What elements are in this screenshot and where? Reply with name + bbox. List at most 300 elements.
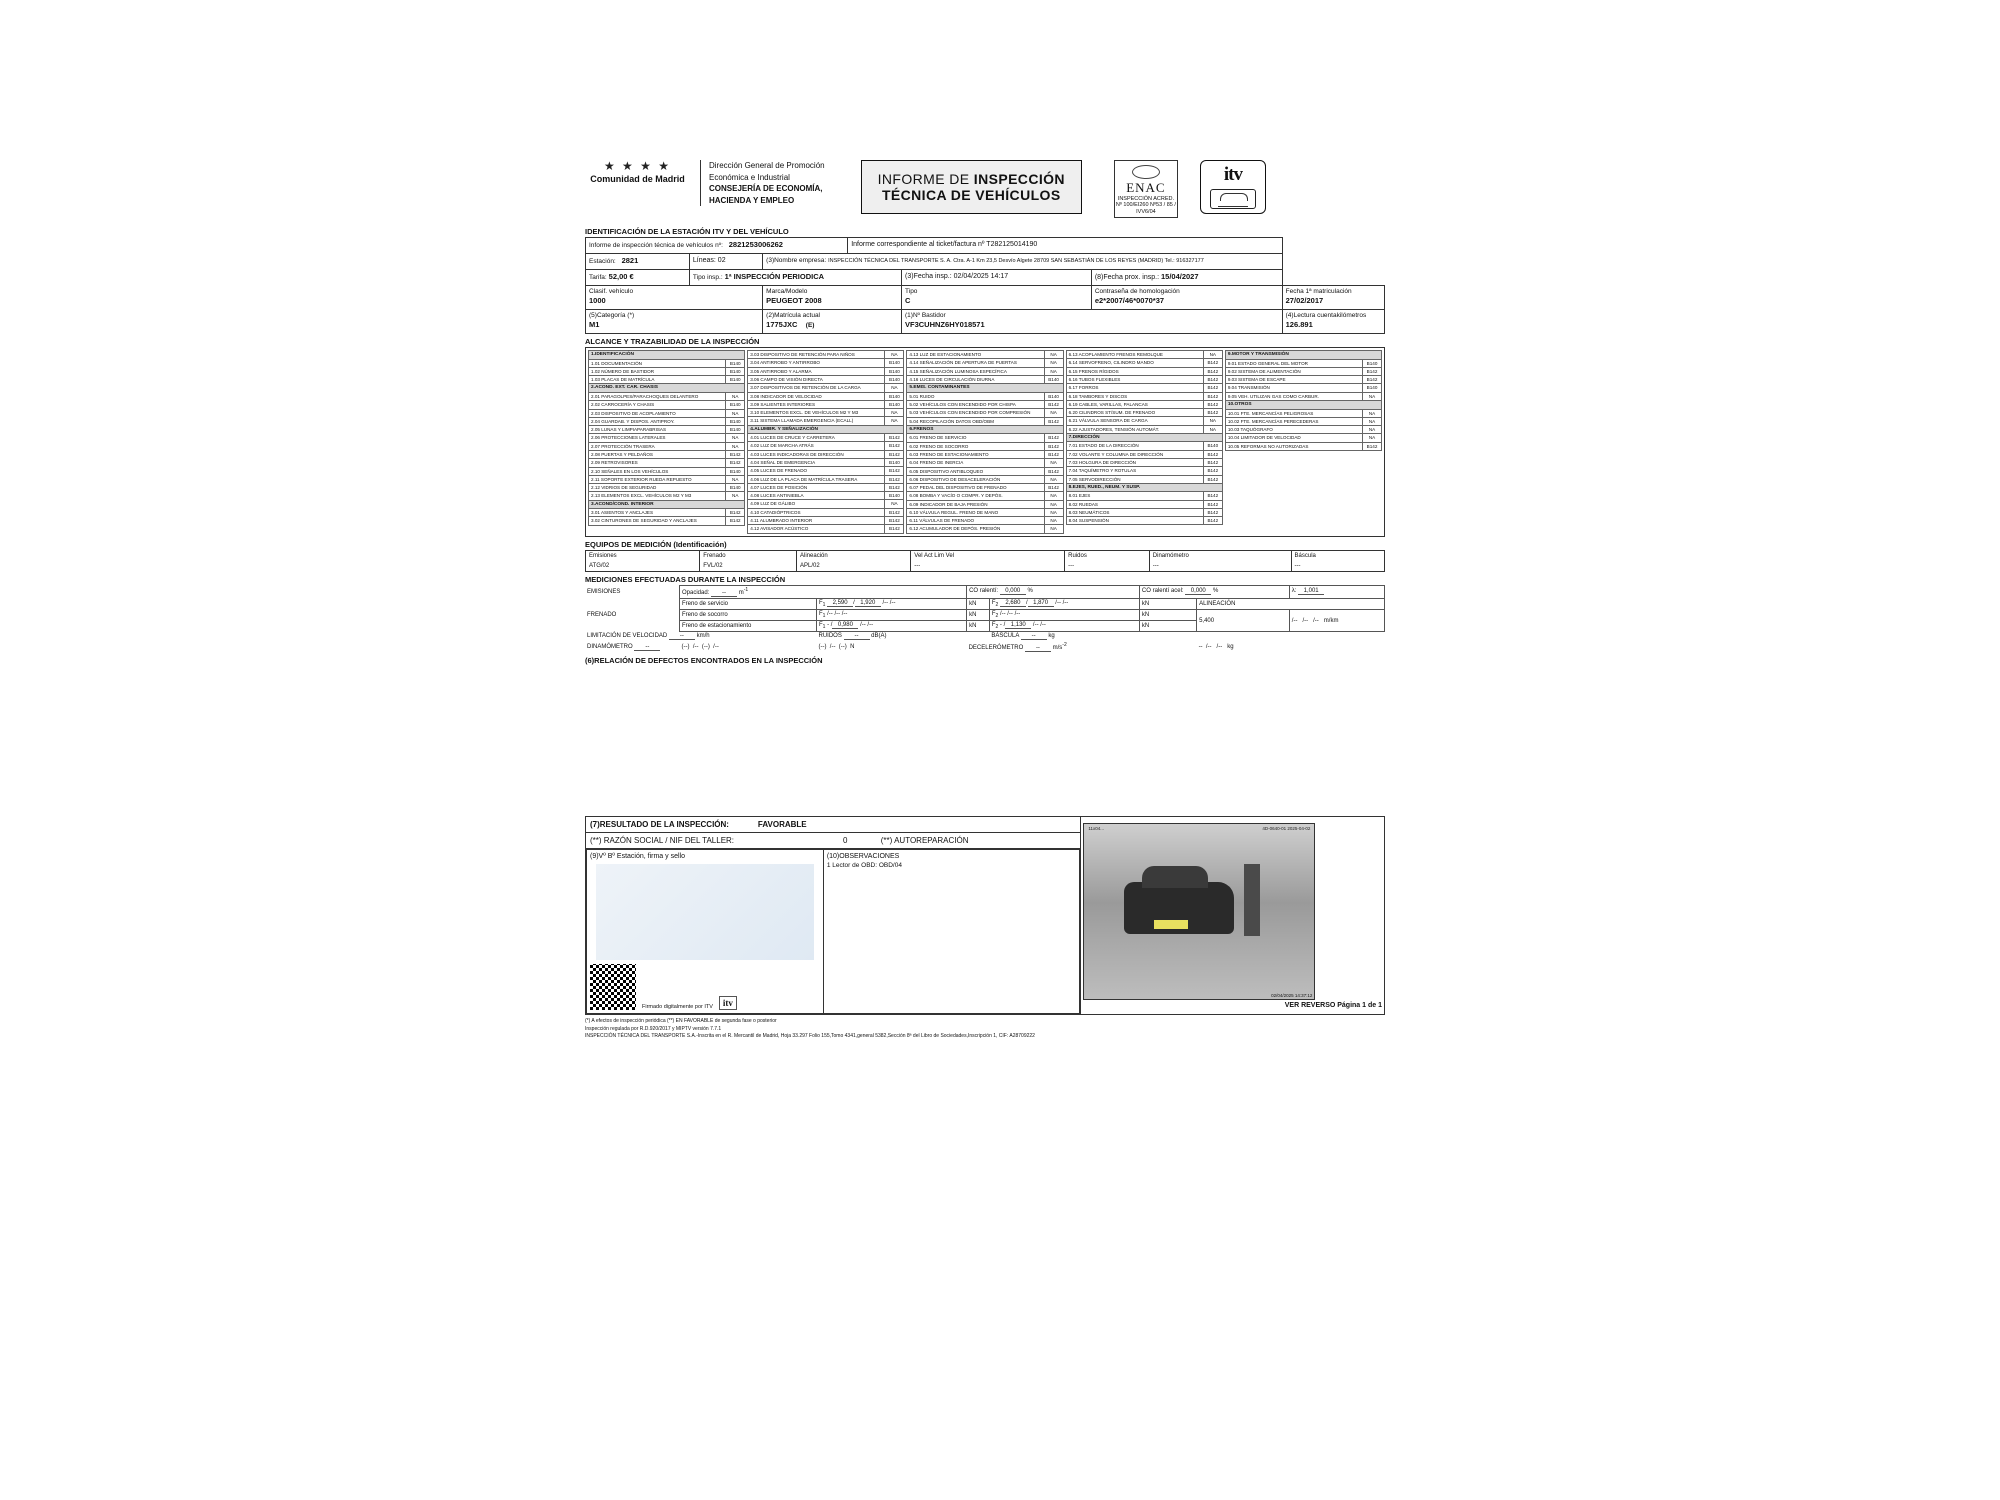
alcance-row (589, 450, 745, 458)
footer-line-3: INSPECCIÓN TÉCNICA DEL TRANSPORTE S.A.-Inscrita en el R. Mercantil de Madrid, Hoja 33.297 Folio 155,Tomo 4341,general 5382,Sección 8ª del Libro de Sociedades,Inscripción 1, CIF: A28709222 (585, 1033, 1035, 1040)
alcance-item-result: B142 (726, 450, 745, 458)
photo-timestamp-bottom: 02/04/2025 14:37:12 (1271, 992, 1313, 998)
alcance-row (907, 442, 1063, 450)
alcance-item-label: 6.02 FRENO DE SOCORRO (907, 442, 1044, 450)
alcance-item-label: 2.10 SEÑALES EN LOS VEHÍCULOS (589, 467, 726, 475)
footer-line-2: Inspección regulada por R.D.920/2017 y MIPTV versión 7.7.1 (585, 1025, 722, 1032)
alcance-row (907, 401, 1063, 409)
alcance-item-label: 4.03 LUCES INDICADORAS DE DIRECCIÓN (748, 450, 885, 458)
bascula-cell: BÁSCULA -- kg (991, 633, 1055, 640)
alcance-group-header: 5.EMIS. CONTAMINANTES (907, 384, 1063, 393)
alcance-item-result: B140 (726, 401, 745, 409)
alcance-item-result: NA (1363, 426, 1382, 434)
alcance-item-label: 10.05 REFORMAS NO AUTORIZADAS (1225, 442, 1362, 450)
alcance-item-result: NA (885, 384, 904, 392)
alcance-item-label: 7.02 VOLANTE Y COLUMNA DE DIRECCIÓN (1066, 450, 1203, 458)
alcance-item-label: 6.06 DISPOSITIVO DE DESACELERACIÓN (907, 475, 1044, 483)
alcance-row (1225, 434, 1381, 442)
alcance-item-result: B140 (885, 400, 904, 408)
observations-cell (823, 850, 1080, 1014)
alcance-item-result: NA (1363, 434, 1382, 442)
identification-table (585, 237, 1385, 334)
alcance-item-result: NA (1044, 492, 1063, 500)
razon-social-cell: (**) RAZÓN SOCIAL / NIF DEL TALLER: 0 (**) AUTOREPARACIÓN (586, 833, 1081, 849)
equipo-label: Emisiones (586, 550, 700, 561)
lineas-cell: Líneas: 02 (689, 254, 762, 270)
alcance-item-result: B142 (1203, 400, 1222, 408)
alcance-row (907, 417, 1063, 425)
equipo-value: --- (1149, 561, 1291, 572)
alcance-item-result: B140 (1044, 375, 1063, 383)
alcance-item-label: 6.16 TUBOS FLEXIBLES (1066, 375, 1203, 383)
alcance-group-header: 9.MOTOR Y TRANSMISIÓN (1225, 351, 1381, 360)
alcance-item-label: 7.05 SERVODIRECCIÓN (1066, 475, 1203, 483)
alcance-row (907, 359, 1063, 367)
alcance-item-label: 6.09 INDICADOR DE BAJA PRESIÓN (907, 500, 1044, 508)
alcance-row (907, 517, 1063, 525)
alcance-item-result: NA (726, 442, 745, 450)
alcance-item-label: 2.07 PROTECCIÓN TRASERA (589, 442, 726, 450)
alcance-row (1225, 367, 1381, 375)
alcance-item-label: 2.09 RETROVISORES (589, 459, 726, 467)
alcance-item-label: 4.09 LUZ DE GÁLIBO (748, 500, 885, 508)
title-line-1: INFORME DE INSPECCIÓN (877, 171, 1065, 187)
alcance-row (1225, 384, 1381, 392)
alcance-row (748, 351, 904, 359)
alcance-item-label: 10.02 FTE. MERCANCÍAS PERECEDERAS (1225, 417, 1362, 425)
alcance-row (1225, 426, 1381, 434)
alcance-item-result: B140 (885, 458, 904, 466)
clasif-cell: Clasif. vehículo 1000 (586, 285, 763, 309)
alcance-item-result: B142 (1203, 458, 1222, 466)
limitacion-label: LIMITACIÓN DE VELOCIDAD -- km/h (587, 633, 710, 640)
alcance-row (907, 525, 1063, 533)
unit-kn-6: kN (1139, 621, 1196, 632)
alcance-row (907, 375, 1063, 383)
alcance-row (1066, 450, 1222, 458)
alcance-item-label: 4.15 SEÑALIZACIÓN LUMINOSA ESPECÍFICA (907, 367, 1044, 375)
alcance-row (1066, 517, 1222, 525)
alcance-row (1066, 458, 1222, 466)
alcance-item-label: 5.04 RECOPILACIÓN DATOS OBD/OBM (907, 417, 1044, 425)
alcance-row (748, 516, 904, 524)
alcance-item-result: B140 (726, 376, 745, 384)
alcance-item-result: B142 (1044, 467, 1063, 475)
estacion-cell: Estación: 2821 (586, 254, 690, 270)
org-line-2: Económica e Industrial (709, 172, 790, 182)
alcance-row (907, 450, 1063, 458)
alcance-item-result: B142 (1203, 492, 1222, 500)
alcance-row (589, 426, 745, 434)
alcance-item-result: B142 (1203, 475, 1222, 483)
alcance-group-header: 2.ACOND. EXT. CAR. CHASIS (589, 384, 745, 393)
alcance-item-label: 6.11 VÁLVULAS DE FRENADO (907, 517, 1044, 525)
photo-timestamp-left: 11x04... (1088, 825, 1105, 831)
alcance-row (589, 484, 745, 492)
alcance-item-label: 3.10 ELEMENTOS EXCL. DE VEHÍCULOS M2 Y M3 (748, 409, 885, 417)
alcance-row (748, 392, 904, 400)
alcance-row (748, 475, 904, 483)
signature-observations-cell (586, 849, 1081, 1015)
org-line-1: Dirección General de Promoción (709, 161, 825, 170)
alcance-row (1066, 367, 1222, 375)
alcance-row (1066, 425, 1222, 433)
alcance-item-label: 2.13 ELEMENTOS EXCL. VEHÍCULOS M2 Y M3 (589, 492, 726, 500)
alcance-item-result: B140 (885, 367, 904, 375)
alcance-row (1066, 375, 1222, 383)
alcance-item-label: 3.11 SISTEMA LLAMADA EMERGENCIA (ECALL) (748, 417, 885, 425)
title-line-2: TÉCNICA DE VEHÍCULOS (881, 187, 1061, 203)
equipo-label: Vel Act Lim Vel (911, 550, 1065, 561)
enac-logo (1114, 160, 1178, 218)
alcance-item-label: 2.12 VIDRIOS DE SEGURIDAD (589, 484, 726, 492)
alcance-item-label: 6.08 BOMBA Y VACÍO O COMPR. Y DEPÓS. (907, 492, 1044, 500)
alcance-row (907, 392, 1063, 400)
alcance-item-label: 4.10 CATADIÓPTRICOS (748, 508, 885, 516)
alcance-item-result: B142 (726, 517, 745, 525)
alcance-row (748, 458, 904, 466)
alcance-row (589, 434, 745, 442)
observations-value: 1 Lector de OBD: OBD/04 (826, 862, 902, 870)
alcance-item-label: 2.06 PROTECCIONES LATERALES (589, 434, 726, 442)
alcance-item-label: 4.11 ALUMBRADO INTERIOR (748, 516, 885, 524)
alcance-row (1066, 409, 1222, 417)
itv-word: itv (1223, 164, 1242, 185)
alcance-item-label: 6.20 CILINDROS ST/SUM. DE FRENADO (1066, 409, 1203, 417)
photo-timestamp-right: 4D-0640-01 2025-04-02 (1262, 825, 1311, 831)
autoreparacion-checkbox[interactable]: 0 (842, 836, 848, 846)
alcance-item-result: B142 (885, 508, 904, 516)
alcance-item-result: B142 (1203, 392, 1222, 400)
equipo-label: Alineación (797, 550, 911, 561)
alcance-row (907, 434, 1063, 442)
alcance-item-label: 2.11 SOPORTE EXTERIOR RUEDA REPUESTO (589, 475, 726, 483)
alcance-item-result: NA (885, 409, 904, 417)
signature-image (596, 864, 814, 960)
alcance-item-result: B140 (885, 492, 904, 500)
alcance-item-result: B142 (885, 434, 904, 442)
alcance-item-label: 6.03 FRENO DE ESTACIONAMIENTO (907, 450, 1044, 458)
organism-block (700, 160, 825, 206)
observations-label: (10)OBSERVACIONES (826, 853, 900, 861)
alcance-item-result: NA (726, 434, 745, 442)
alcance-item-label: 6.17 FORROS (1066, 384, 1203, 392)
contrasena-cell: Contraseña de homologación e2*2007/46*0070*37 (1091, 285, 1282, 309)
alcance-row (589, 417, 745, 425)
alcance-item-label: 2.04 GUARDAB. Y DISPOS. ANTIPROY. (589, 417, 726, 425)
alcance-row (1225, 442, 1381, 450)
signature-cell (587, 850, 824, 1014)
alcance-row (589, 475, 745, 483)
alcance-row (589, 359, 745, 367)
alcance-row (589, 517, 745, 525)
freno-servicio-rear: $F_2$ 2,680 / 1,870 /-- /-- (989, 598, 1139, 609)
alcance-item-result: B140 (1203, 442, 1222, 450)
alcance-row (1066, 392, 1222, 400)
alcance-item-label: 4.04 SEÑAL DE EMERGENCIA (748, 458, 885, 466)
freno-estacionamiento-front: $F_1$ - / 0,980 /-- /-- (816, 621, 966, 632)
alcance-item-label: 4.13 LUZ DE ESTACIONAMIENTO (907, 351, 1044, 359)
alcance-item-result: B142 (1203, 375, 1222, 383)
alcance-item-label: 6.14 SERVOFRENO, CILINDRO MANDO (1066, 359, 1203, 367)
alcance-item-label: 10.03 TAQUÓGRAFO (1225, 426, 1362, 434)
unit-kn-3: kN (967, 609, 990, 620)
alcance-item-result: NA (1044, 525, 1063, 533)
freno-socorro-front: $F_1$ /-- /-- /-- (816, 609, 966, 620)
alcance-row (907, 500, 1063, 508)
alcance-item-result: B142 (1203, 367, 1222, 375)
alcance-item-result: B142 (1363, 376, 1382, 384)
alcance-row (907, 475, 1063, 483)
equipo-value: ATG/02 (586, 561, 700, 572)
alcance-item-label: 3.03 DISPOSITIVO DE RETENCIÓN PARA NIÑOS (748, 351, 885, 359)
tipo-cell: Tipo C (902, 285, 1092, 309)
frenado-label: FRENADO (587, 612, 617, 619)
equipo-label: Ruidos (1065, 550, 1150, 561)
alcance-item-result: B142 (1044, 434, 1063, 442)
alcance-column (1066, 350, 1223, 534)
alcance-group-header: 7.DIRECCIÓN (1066, 433, 1222, 442)
alcance-row (1225, 417, 1381, 425)
alcance-row (589, 509, 745, 517)
alcance-row (589, 409, 745, 417)
alcance-group-header: 10.OTROS (1225, 401, 1381, 410)
alcance-item-result: B140 (726, 484, 745, 492)
alcance-row (589, 492, 745, 500)
alcance-row (1225, 359, 1381, 367)
alcance-item-result: NA (726, 409, 745, 417)
equipo-value: --- (1291, 561, 1384, 572)
alcance-item-result: B140 (885, 375, 904, 383)
alcance-item-label: 4.16 LUCES DE CIRCULACIÓN DIURNA (907, 375, 1044, 383)
alcance-item-label: 7.03 HOLGURA DE DIRECCIÓN (1066, 458, 1203, 466)
vb-label: (9)Vº Bº Estación, firma y sello (590, 853, 685, 861)
marca-cell: Marca/Modelo PEUGEOT 2008 (763, 285, 902, 309)
equipo-value: FVL/02 (700, 561, 797, 572)
comunidad-madrid-logo (585, 160, 690, 185)
unit-kn-5: kN (967, 621, 990, 632)
alcance-item-label: 2.05 LUNAS Y LIMPIAPARABRISAS (589, 426, 726, 434)
alcance-item-result: NA (726, 475, 745, 483)
alcance-item-result: B140 (885, 392, 904, 400)
alcance-item-result: B142 (1203, 500, 1222, 508)
alcance-item-result: NA (1044, 359, 1063, 367)
car-icon (1210, 189, 1256, 209)
comunidad-label: Comunidad de Madrid (590, 174, 685, 185)
alcance-item-label: 1.01 DOCUMENTACIÓN (589, 359, 726, 367)
alcance-item-label: 6.05 DISPOSITIVO ANTIBLOQUEO (907, 467, 1044, 475)
alcance-item-result: B142 (1203, 508, 1222, 516)
photo-plate (1154, 920, 1188, 929)
equipo-value: APL/02 (797, 561, 911, 572)
alcance-item-label: 2.08 PUERTAS Y PELDAÑOS (589, 450, 726, 458)
alcance-item-label: 9.05 VEH. UTILIZAN GAS COMO CARBUR. (1225, 392, 1362, 400)
alcance-row (748, 367, 904, 375)
alcance-item-result: NA (1044, 459, 1063, 467)
document-title-box (861, 160, 1082, 214)
qr-code-icon (590, 964, 636, 1010)
alcance-item-label: 3.09 SALIENTES INTERIORES (748, 400, 885, 408)
alcance-row (1066, 467, 1222, 475)
alcance-group-header: 4.ALUMBR. Y SEÑALIZACIÓN (748, 425, 904, 434)
alcance-item-result: B142 (885, 442, 904, 450)
ruidos-cell: RUIDOS -- dB(A) (818, 633, 887, 640)
alcance-row (1066, 508, 1222, 516)
alcance-item-label: 6.10 VÁLVULA REGUL. FRENO DE MANO (907, 508, 1044, 516)
photo-cell (1081, 817, 1385, 1015)
alcance-item-label: 9.02 SISTEMA DE ALIMENTACIÓN (1225, 367, 1362, 375)
freno-estacionamiento-label: Freno de estacionamiento (680, 621, 817, 632)
alcance-item-label: 2.02 CARROCERÍA Y CHASIS (589, 401, 726, 409)
freno-socorro-label: Freno de socorro (680, 609, 817, 620)
alcance-item-result: B142 (1203, 359, 1222, 367)
alcance-item-result: NA (726, 492, 745, 500)
alcance-item-result: B140 (726, 426, 745, 434)
alcance-item-result: B142 (726, 509, 745, 517)
alcance-row (589, 376, 745, 384)
alcance-item-result: B142 (885, 483, 904, 491)
alcance-item-result: NA (1044, 500, 1063, 508)
alcance-item-label: 6.19 CABLES, VARILLAS, PALANCAS (1066, 400, 1203, 408)
alcance-row (1066, 384, 1222, 392)
result-table (585, 816, 1385, 1015)
alcance-item-label: 8.04 SUSPENSIÓN (1066, 517, 1203, 525)
alcance-item-label: 6.13 ACOPLAMIENTO FRENOS REMOLQUE (1066, 351, 1203, 359)
fecha-insp-cell: (3)Fecha insp.: 02/04/2025 14:17 (902, 269, 1092, 285)
alcance-item-label: 10.01 FTE. MERCANCÍAS PELIGROSAS (1225, 409, 1362, 417)
alcance-row (907, 467, 1063, 475)
alcance-item-label: 4.01 LUCES DE CRUCE Y CARRETERA (748, 434, 885, 442)
alcance-item-result: B142 (1044, 417, 1063, 425)
alcance-column (747, 350, 904, 534)
alcance-item-result: NA (1203, 425, 1222, 433)
alcance-item-label: 6.22 AJUSTADORES, TENSIÓN AUTOMÁT. (1066, 425, 1203, 433)
alcance-item-result: B140 (726, 417, 745, 425)
alcance-row (1066, 442, 1222, 450)
fecha-prox-cell: (8)Fecha prox. insp.: 15/04/2027 (1091, 269, 1282, 285)
freno-servicio-label: Freno de servicio (680, 598, 817, 609)
alcance-item-result: B142 (885, 467, 904, 475)
alcance-item-label: 6.07 PEDAL DEL DISPOSITIVO DE FRENADO (907, 484, 1044, 492)
alcance-item-result: NA (1363, 409, 1382, 417)
org-line-4: HACIENDA Y EMPLEO (709, 195, 795, 205)
enac-accreditation: INSPECCIÓN ACRED. Nº 100/EI260 Nº53 / 85 / IVV6/04 (1115, 195, 1176, 215)
alcance-item-label: 7.01 ESTADO DE LA DIRECCIÓN (1066, 442, 1203, 450)
alcance-row (907, 351, 1063, 359)
unit-kn-1: kN (967, 598, 990, 609)
vehicle-photo (1083, 823, 1315, 1000)
alcance-row (589, 459, 745, 467)
alcance-row (1066, 475, 1222, 483)
itv-logo (1200, 160, 1266, 214)
lambda-cell: λ: 1,001 (1289, 585, 1384, 598)
alcance-group-header: 6.FRENOS (907, 425, 1063, 434)
alcance-item-label: 1.02 NÚMERO DE BASTIDOR (589, 367, 726, 375)
reverso-note: VER REVERSO Página 1 de 1 (1284, 1001, 1382, 1009)
alcance-item-label: 6.21 VÁLVULA SENSORA DE CARGA (1066, 417, 1203, 425)
alcance-row (907, 492, 1063, 500)
alcance-row (748, 500, 904, 508)
section-title-identificacion: IDENTIFICACIÓN DE LA ESTACIÓN ITV Y DEL VEHÍCULO (585, 227, 789, 237)
equipo-value: --- (911, 561, 1065, 572)
emisiones-label: EMISIONES (585, 585, 680, 598)
alcance-item-label: 4.05 LUCES DE FRENADO (748, 467, 885, 475)
alcance-item-label: 5.01 RUIDO (907, 392, 1044, 400)
alcance-item-label: 2.01 PARAGOLPES/PARACHOQUES DELANTERO (589, 392, 726, 400)
footer-line-1: (*) A efectos de inspección periódica (**) EN FAVORABLE de segunda fase o posterior (585, 1018, 777, 1025)
tarifa-cell: Tarifa: 52,00 € (586, 269, 690, 285)
document-header (585, 160, 1385, 224)
section-title-defectos: (6)RELACIÓN DE DEFECTOS ENCONTRADOS EN LA INSPECCIÓN (585, 656, 823, 666)
result-label-cell: (7)RESULTADO DE LA INSPECCIÓN: FAVORABLE (586, 817, 1081, 833)
alcance-item-result: NA (1044, 508, 1063, 516)
alcance-row (748, 442, 904, 450)
cuentakilometros-cell: (4)Lectura cuentakilómetros 126.891 (1282, 309, 1384, 334)
alcance-row (1225, 409, 1381, 417)
alcance-item-result: B142 (885, 475, 904, 483)
enac-oval-icon (1132, 165, 1160, 179)
alcance-row (1066, 492, 1222, 500)
alcance-item-label: 5.03 VEHÍCULOS CON ENCENDIDO POR COMPRESIÓN (907, 409, 1044, 417)
alcance-item-result: NA (885, 500, 904, 508)
alcance-item-label: 9.04 TRANSMISIÓN (1225, 384, 1362, 392)
alcance-item-result: B140 (726, 359, 745, 367)
categoria-cell: (5)Categoría (*) M1 (586, 309, 763, 334)
stars-icon: ★ ★ ★ ★ (603, 159, 672, 173)
alcance-item-result: NA (1363, 417, 1382, 425)
alcance-item-result: NA (1044, 367, 1063, 375)
alcance-row (1225, 376, 1381, 384)
alcance-item-label: 8.01 EJES (1066, 492, 1203, 500)
alcance-item-label: 4.08 LUCES ANTINIEBLA (748, 492, 885, 500)
alcance-column (588, 350, 745, 534)
alcance-item-label: 8.02 RUEDAS (1066, 500, 1203, 508)
alcance-item-result: NA (885, 417, 904, 425)
alcance-group-header: 8.EJES, RUED., NEUM. Y SUSP. (1066, 483, 1222, 492)
alcance-row (907, 409, 1063, 417)
alcance-row (907, 367, 1063, 375)
alcance-item-label: 4.06 LUZ DE LA PLACA DE MATRÍCULA TRASERA (748, 475, 885, 483)
alcance-item-result: B142 (1044, 450, 1063, 458)
alcance-item-label: 7.04 TAQUÍMETRO Y ROTULAS (1066, 467, 1203, 475)
alcance-item-result: B142 (1044, 401, 1063, 409)
alcance-item-label: 9.01 ESTADO GENERAL DEL MOTOR (1225, 359, 1362, 367)
alcance-item-label: 6.12 ACUMULADOR DE DEPÓS. PRESIÓN (907, 525, 1044, 533)
alcance-row (748, 492, 904, 500)
alcance-item-result: B142 (1203, 384, 1222, 392)
alcance-row (589, 467, 745, 475)
alcance-item-result: B140 (885, 359, 904, 367)
alcance-column (906, 350, 1063, 534)
alcance-row (748, 525, 904, 533)
alcance-item-result: B142 (1203, 409, 1222, 417)
co-acelerado-cell: CO ralentí acel: 0,000 % (1139, 585, 1289, 598)
alcance-item-label: 6.01 FRENO DE SERVICIO (907, 434, 1044, 442)
document-footer (585, 1018, 1385, 1041)
mediciones-table: EMISIONES Opacidad: -- $m^{-1}$ CO ralentí: 0,000 % CO ralentí acel: 0,000 % λ: 1,001 FRENADO Freno de servicio $F_1$ 2,590 / 1,920 /-- /-- kN $F_2$ 2,680 / 1,870 /-- /-- kN ALINEACIÓN Freno de socorro $F_1$ /-- /-- /-- kN $F_2$ /-- /-- /-- kN 5,400 /-- /-- /-- m/km Freno de estacionamiento $F_1$ - / 0,980 /-- /-- kN $F_2$ - / 1,130 /-- /-- kN LIMITACIÓN DE VELOCIDAD -- km/h RUIDOS -- dB(A) BÁSCULA -- kg DINAMÓMETRO -- (--) /-- (--) /-- (--) /-- (--) N DECELERÓMETRO -- $m/s^{-2}$ -- /-- /-- kg (585, 585, 1385, 654)
alcance-row (748, 508, 904, 516)
section-title-equipos: EQUIPOS DE MEDICIÓN (Identificación) (585, 539, 727, 549)
alcance-row (748, 483, 904, 491)
alcance-item-result: B140 (1363, 384, 1382, 392)
alcance-item-result: NA (1044, 409, 1063, 417)
alcance-item-result: B142 (1363, 367, 1382, 375)
alcance-group-header: 1.IDENTIFICACIÓN (589, 351, 745, 360)
alcance-item-result: NA (1044, 475, 1063, 483)
bastidor-cell: (1)Nº Bastidor VF3CUHNZ6HY018571 (902, 309, 1283, 334)
alcance-item-label: 3.08 INDICADOR DE VELOCIDAD (748, 392, 885, 400)
alcance-item-label: 9.03 SISTEMA DE ESCAPE (1225, 376, 1362, 384)
